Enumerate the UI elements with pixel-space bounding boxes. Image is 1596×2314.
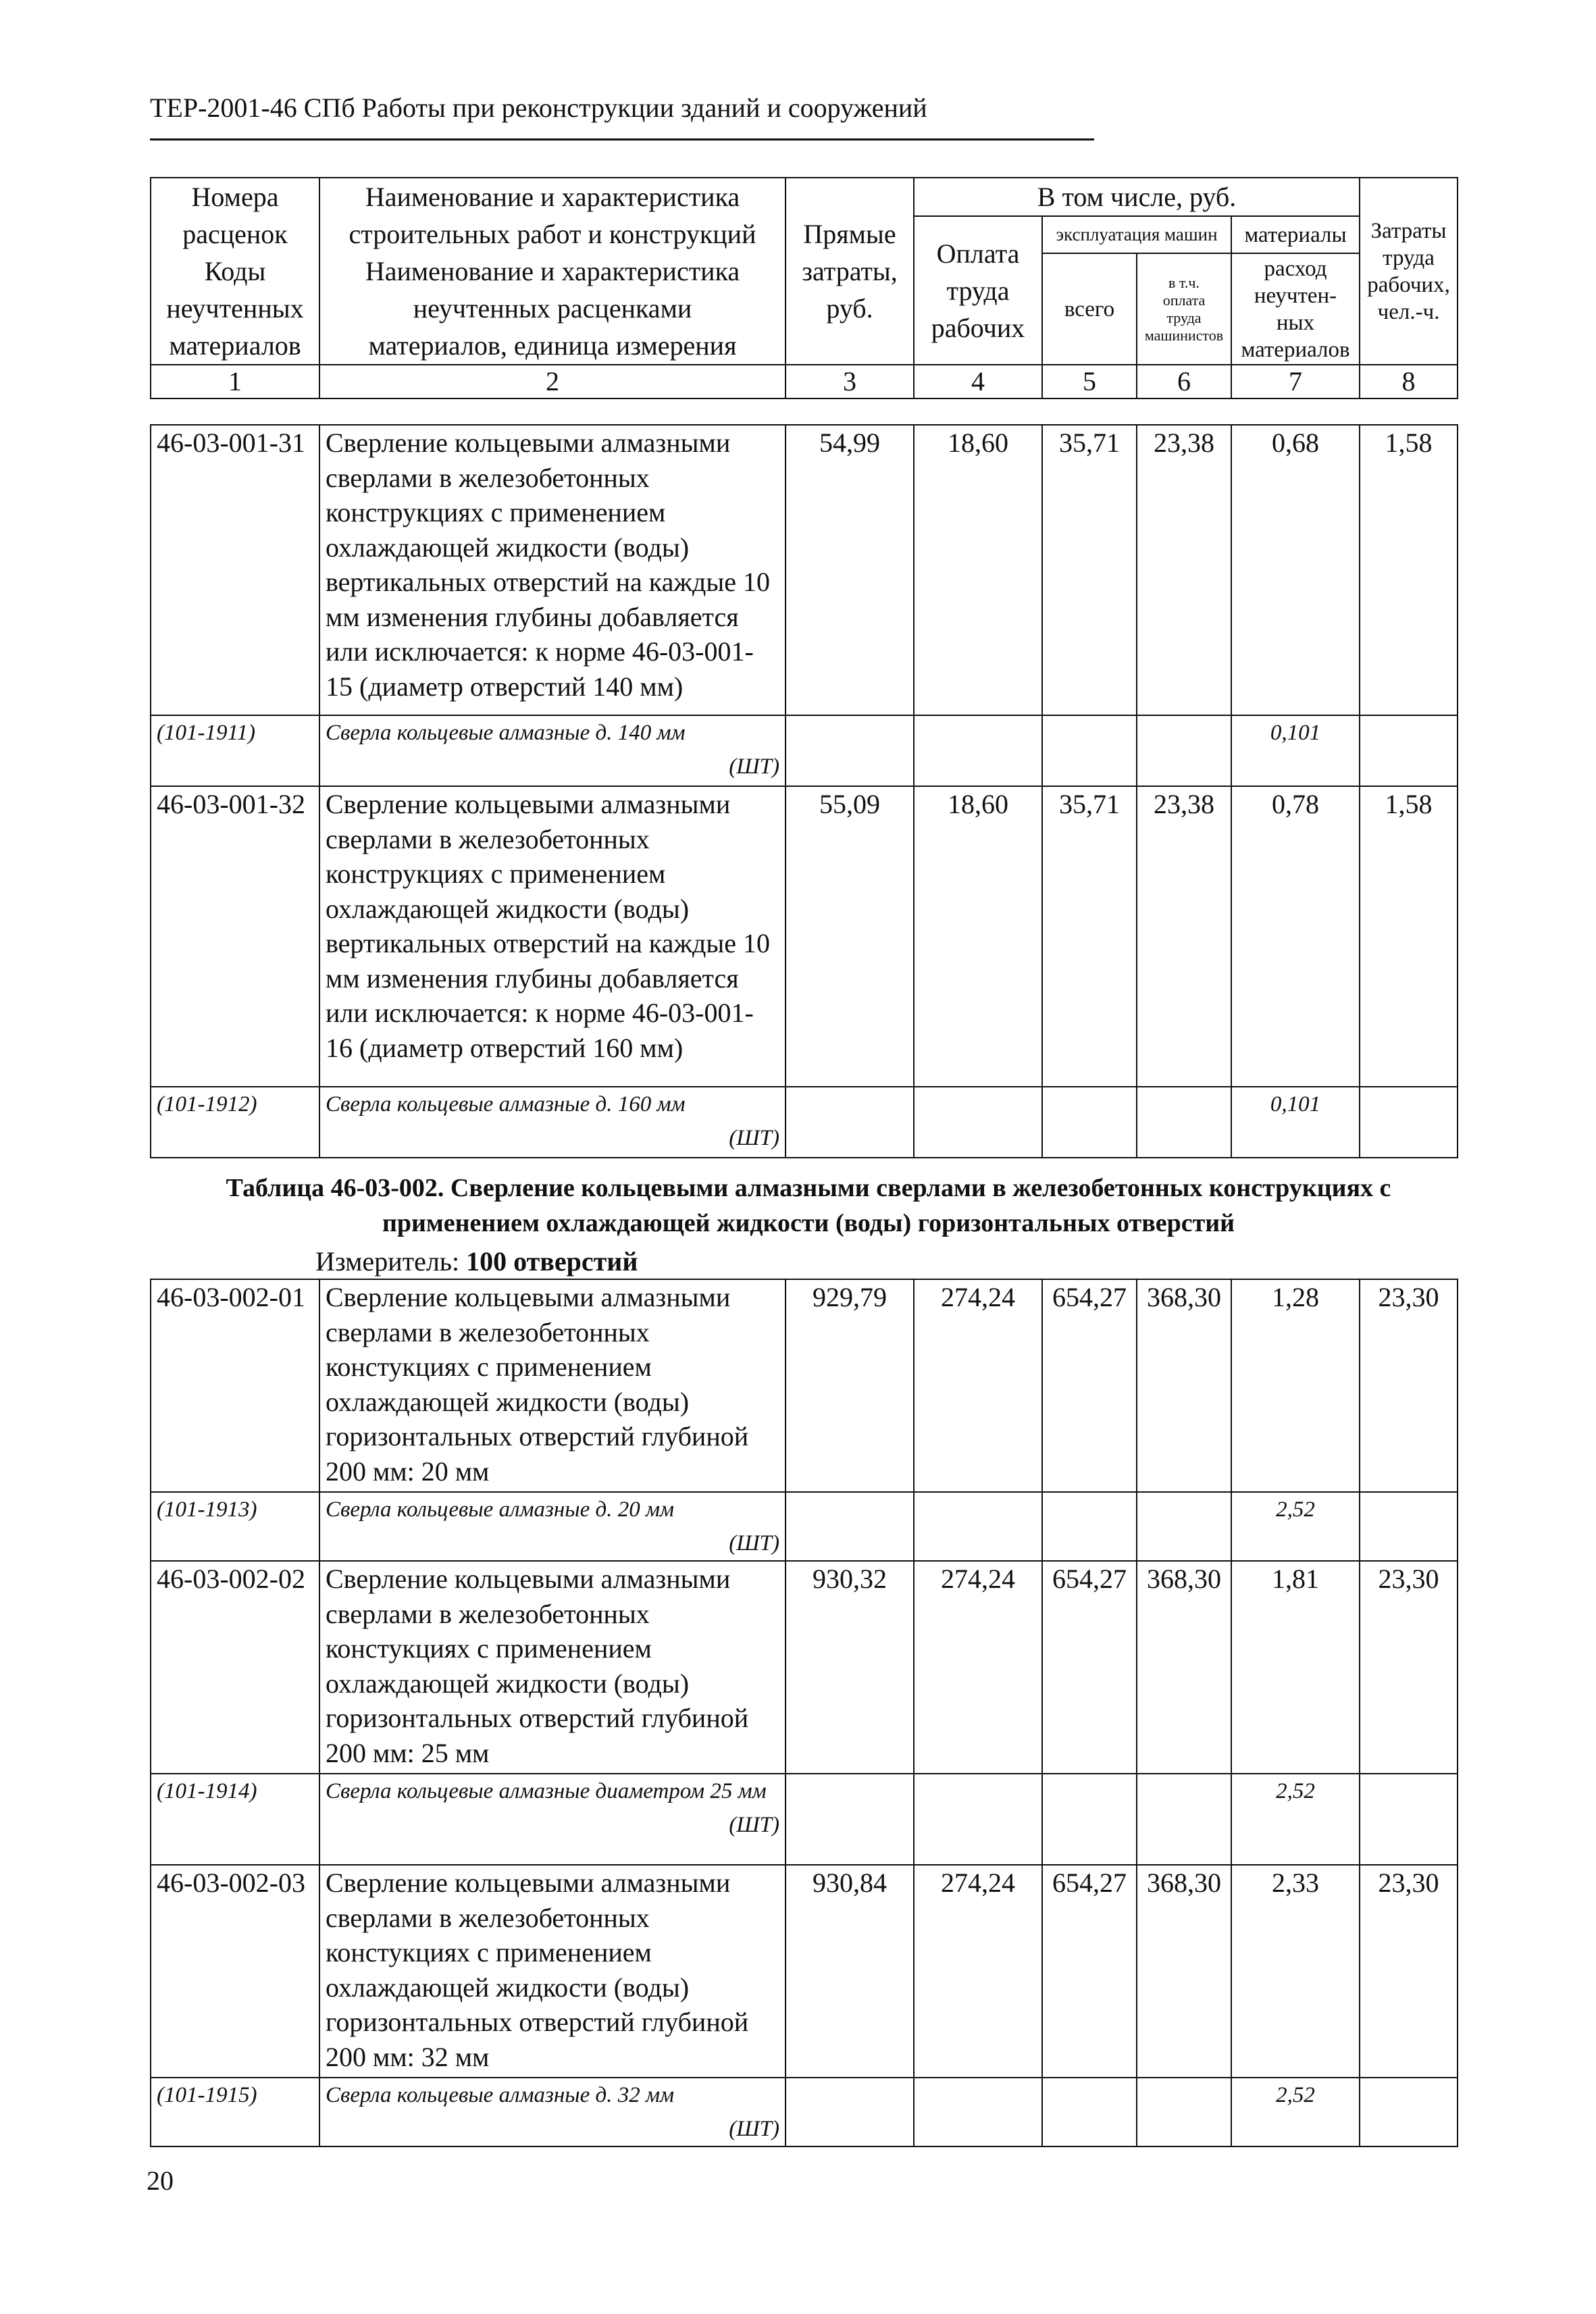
labor-pay: 274,24 bbox=[914, 1561, 1042, 1774]
header-col4-line-3: рабочих bbox=[931, 312, 1025, 343]
empty-cell bbox=[1360, 1492, 1458, 1561]
header-col-1 bbox=[151, 178, 319, 365]
header-machine-group: эксплуатация машин bbox=[1042, 216, 1231, 253]
labor-hours: 1,58 bbox=[1360, 425, 1458, 715]
header-col3-line-2: затраты, bbox=[802, 256, 898, 286]
empty-cell bbox=[1137, 1087, 1231, 1158]
direct-costs: 930,32 bbox=[786, 1561, 914, 1774]
rate-row bbox=[151, 1865, 1458, 2078]
machinists-pay: 368,30 bbox=[1137, 1279, 1231, 1492]
empty-cell bbox=[1042, 1774, 1137, 1865]
rate-code: 46-03-002-03 bbox=[151, 1865, 319, 2078]
material-code: (101-1913) bbox=[151, 1492, 319, 1561]
header-col8-line-1: Затраты bbox=[1370, 218, 1447, 243]
material-name: Сверла кольцевые алмазные д. 160 мм bbox=[326, 1092, 686, 1116]
header-number-3: 3 bbox=[786, 365, 914, 398]
page-number: 20 bbox=[147, 2165, 174, 2196]
materials-cost: 1,81 bbox=[1231, 1561, 1360, 1774]
measure-label: Измеритель: bbox=[315, 1246, 460, 1277]
material-unit: (ШТ) bbox=[729, 1813, 779, 1837]
header-number-4: 4 bbox=[914, 365, 1042, 398]
header-rule bbox=[150, 138, 1094, 140]
material-code: (101-1915) bbox=[151, 2078, 319, 2146]
header-col8-line-3: рабочих, bbox=[1367, 272, 1450, 297]
labor-pay: 18,60 bbox=[914, 425, 1042, 715]
material-name: Сверла кольцевые алмазные д. 140 мм bbox=[326, 721, 686, 745]
empty-cell bbox=[914, 1087, 1042, 1158]
machinists-pay: 368,30 bbox=[1137, 1561, 1231, 1774]
empty-cell bbox=[1137, 1774, 1231, 1865]
empty-cell bbox=[1360, 2078, 1458, 2146]
measure-unit bbox=[315, 1246, 638, 1277]
header-col4-line-2: труда bbox=[946, 275, 1010, 306]
empty-cell bbox=[1042, 715, 1137, 786]
header-number-7: 7 bbox=[1231, 365, 1360, 398]
table-title-line-2: применением охлаждающей жидкости (воды) горизонтальных отверстий bbox=[382, 1209, 1235, 1237]
header-number-5: 5 bbox=[1042, 365, 1137, 398]
empty-cell bbox=[1360, 1087, 1458, 1158]
header-col1-bottom-1: Коды bbox=[204, 256, 266, 286]
direct-costs: 929,79 bbox=[786, 1279, 914, 1492]
materials-cost: 0,78 bbox=[1231, 786, 1360, 1087]
header-number-1: 1 bbox=[151, 365, 319, 398]
material-code: (101-1914) bbox=[151, 1774, 319, 1865]
material-row bbox=[151, 1087, 1458, 1158]
header-col3-line-3: руб. bbox=[826, 293, 873, 324]
labor-hours: 23,30 bbox=[1360, 1279, 1458, 1492]
rate-code: 46-03-002-02 bbox=[151, 1561, 319, 1774]
header-col7-line-4: материалов bbox=[1241, 337, 1350, 362]
material-row bbox=[151, 2078, 1458, 2146]
material-cell bbox=[319, 2078, 786, 2146]
machinists-pay: 23,38 bbox=[1137, 786, 1231, 1087]
rate-row bbox=[151, 425, 1458, 715]
labor-pay: 274,24 bbox=[914, 1279, 1042, 1492]
column-header-table bbox=[150, 177, 1458, 399]
material-cell bbox=[319, 715, 786, 786]
header-col-2 bbox=[319, 178, 786, 365]
material-consumption: 2,52 bbox=[1231, 2078, 1360, 2146]
header-number-2: 2 bbox=[319, 365, 786, 398]
rate-row bbox=[151, 786, 1458, 1087]
machinists-pay: 23,38 bbox=[1137, 425, 1231, 715]
direct-costs: 930,84 bbox=[786, 1865, 914, 2078]
material-consumption: 2,52 bbox=[1231, 1774, 1360, 1865]
table-title-line-1: Таблица 46-03-002. Сверление кольцевыми алмазными сверлами в железобетонных конструкциях с bbox=[226, 1174, 1391, 1202]
measure-value: 100 отверстий bbox=[466, 1246, 638, 1277]
header-col2-top-2: строительных работ и конструкций bbox=[349, 219, 756, 249]
header-col1-bottom-2: неучтенных bbox=[166, 293, 304, 324]
material-unit: (ШТ) bbox=[729, 1531, 779, 1555]
header-col2-bottom-3: материалов, единица измерения bbox=[368, 330, 737, 361]
rate-code: 46-03-001-31 bbox=[151, 425, 319, 715]
empty-cell bbox=[914, 2078, 1042, 2146]
material-consumption: 0,101 bbox=[1231, 1087, 1360, 1158]
direct-costs: 54,99 bbox=[786, 425, 914, 715]
empty-cell bbox=[786, 1492, 914, 1561]
empty-cell bbox=[1042, 2078, 1137, 2146]
header-col-6 bbox=[1137, 253, 1231, 365]
material-cell bbox=[319, 1087, 786, 1158]
header-col2-bottom-2: неучтенных расценками bbox=[413, 293, 692, 324]
header-materials-group: материалы bbox=[1231, 216, 1360, 253]
empty-cell bbox=[1137, 2078, 1231, 2146]
empty-cell bbox=[786, 1774, 914, 1865]
empty-cell bbox=[1042, 1492, 1137, 1561]
rate-description: Сверление кольцевыми алмазными сверлами в железобетонных конструкциях с применением охлаждающей жидкости (воды) вертикальных отверстий на каждые 10 мм изменения глубины добавляется или исключается: к норме 46-03-001-15 (диаметр отверстий 140 мм) bbox=[319, 425, 786, 715]
header-col-4 bbox=[914, 216, 1042, 365]
header-col2-top-1: Наименование и характеристика bbox=[365, 182, 740, 212]
rate-description: Сверление кольцевыми алмазными сверлами в железобетонных констукциях с применением охлаждающей жидкости (воды) горизонтальных отверстий глубиной 200 мм: 20 мм bbox=[319, 1279, 786, 1492]
labor-hours: 1,58 bbox=[1360, 786, 1458, 1087]
empty-cell bbox=[914, 1492, 1042, 1561]
header-col-7 bbox=[1231, 253, 1360, 365]
empty-cell bbox=[1137, 1492, 1231, 1561]
material-row bbox=[151, 1774, 1458, 1865]
rate-row bbox=[151, 1561, 1458, 1774]
table-title bbox=[150, 1171, 1467, 1241]
empty-cell bbox=[914, 1774, 1042, 1865]
rate-code: 46-03-002-01 bbox=[151, 1279, 319, 1492]
header-col8-line-2: труда bbox=[1383, 245, 1435, 270]
empty-cell bbox=[1042, 1087, 1137, 1158]
header-col6-line-2: оплата bbox=[1162, 291, 1206, 309]
machines-total: 35,71 bbox=[1042, 425, 1137, 715]
material-code: (101-1912) bbox=[151, 1087, 319, 1158]
rate-description: Сверление кольцевыми алмазными сверлами в железобетонных констукциях с применением охлаждающей жидкости (воды) горизонтальных отверстий глубиной 200 мм: 25 мм bbox=[319, 1561, 786, 1774]
material-consumption: 2,52 bbox=[1231, 1492, 1360, 1561]
materials-cost: 2,33 bbox=[1231, 1865, 1360, 2078]
machinists-pay: 368,30 bbox=[1137, 1865, 1231, 2078]
material-consumption: 0,101 bbox=[1231, 715, 1360, 786]
rate-row bbox=[151, 1279, 1458, 1492]
labor-pay: 18,60 bbox=[914, 786, 1042, 1087]
material-name: Сверла кольцевые алмазные диаметром 25 мм bbox=[326, 1779, 767, 1803]
header-col1-top-2: расценок bbox=[182, 219, 288, 249]
header-col5: всего bbox=[1042, 253, 1137, 365]
header-col2-bottom-1: Наименование и характеристика bbox=[365, 256, 740, 286]
machines-total: 35,71 bbox=[1042, 786, 1137, 1087]
header-col4-line-1: Оплата bbox=[936, 238, 1020, 269]
header-col7-line-1: расход bbox=[1264, 256, 1327, 281]
rates-table-part2 bbox=[150, 1279, 1458, 2147]
rates-table-part1 bbox=[150, 424, 1458, 1158]
material-unit: (ШТ) bbox=[729, 754, 779, 779]
rate-description: Сверление кольцевыми алмазными сверлами в железобетонных конструкциях с применением охлаждающей жидкости (воды) вертикальных отверстий на каждые 10 мм изменения глубины добавляется или исключается: к норме 46-03-001-16 (диаметр отверстий 160 мм) bbox=[319, 786, 786, 1087]
header-col-3 bbox=[786, 178, 914, 365]
header-col6-line-1: в т.ч. bbox=[1168, 274, 1200, 291]
machines-total: 654,27 bbox=[1042, 1865, 1137, 2078]
empty-cell bbox=[786, 2078, 914, 2146]
header-number-8: 8 bbox=[1360, 365, 1458, 398]
header-col6-line-4: машинистов bbox=[1144, 326, 1224, 344]
material-cell bbox=[319, 1492, 786, 1561]
header-col3-line-1: Прямые bbox=[803, 219, 896, 249]
materials-cost: 1,28 bbox=[1231, 1279, 1360, 1492]
header-col-8 bbox=[1360, 178, 1458, 365]
direct-costs: 55,09 bbox=[786, 786, 914, 1087]
materials-cost: 0,68 bbox=[1231, 425, 1360, 715]
rate-code: 46-03-001-32 bbox=[151, 786, 319, 1087]
material-cell bbox=[319, 1774, 786, 1865]
empty-cell bbox=[1360, 715, 1458, 786]
empty-cell bbox=[1137, 715, 1231, 786]
labor-hours: 23,30 bbox=[1360, 1561, 1458, 1774]
empty-cell bbox=[1360, 1774, 1458, 1865]
machines-total: 654,27 bbox=[1042, 1279, 1137, 1492]
machines-total: 654,27 bbox=[1042, 1561, 1137, 1774]
header-group-title: В том числе, руб. bbox=[914, 178, 1360, 216]
header-col7-line-2: неучтен- bbox=[1254, 283, 1337, 308]
material-code: (101-1911) bbox=[151, 715, 319, 786]
material-name: Сверла кольцевые алмазные д. 32 мм bbox=[326, 2083, 675, 2107]
material-unit: (ШТ) bbox=[729, 1126, 779, 1150]
labor-pay: 274,24 bbox=[914, 1865, 1042, 2078]
header-col7-line-3: ных bbox=[1276, 310, 1315, 335]
header-col1-bottom-3: материалов bbox=[169, 330, 301, 361]
rate-description: Сверление кольцевыми алмазными сверлами в железобетонных констукциях с применением охлаждающей жидкости (воды) горизонтальных отверстий глубиной 200 мм: 32 мм bbox=[319, 1865, 786, 2078]
header-col1-top-1: Номера bbox=[191, 182, 279, 212]
empty-cell bbox=[786, 1087, 914, 1158]
material-name: Сверла кольцевые алмазные д. 20 мм bbox=[326, 1497, 675, 1522]
material-unit: (ШТ) bbox=[729, 2117, 779, 2141]
material-row bbox=[151, 1492, 1458, 1561]
header-col8-line-4: чел.-ч. bbox=[1377, 299, 1440, 324]
header-number-6: 6 bbox=[1137, 365, 1231, 398]
empty-cell bbox=[914, 715, 1042, 786]
empty-cell bbox=[786, 715, 914, 786]
material-row bbox=[151, 715, 1458, 786]
page-header-title: ТЕР-2001-46 СПб Работы при реконструкции зданий и сооружений bbox=[150, 93, 927, 123]
labor-hours: 23,30 bbox=[1360, 1865, 1458, 2078]
header-col6-line-3: труда bbox=[1166, 309, 1202, 326]
